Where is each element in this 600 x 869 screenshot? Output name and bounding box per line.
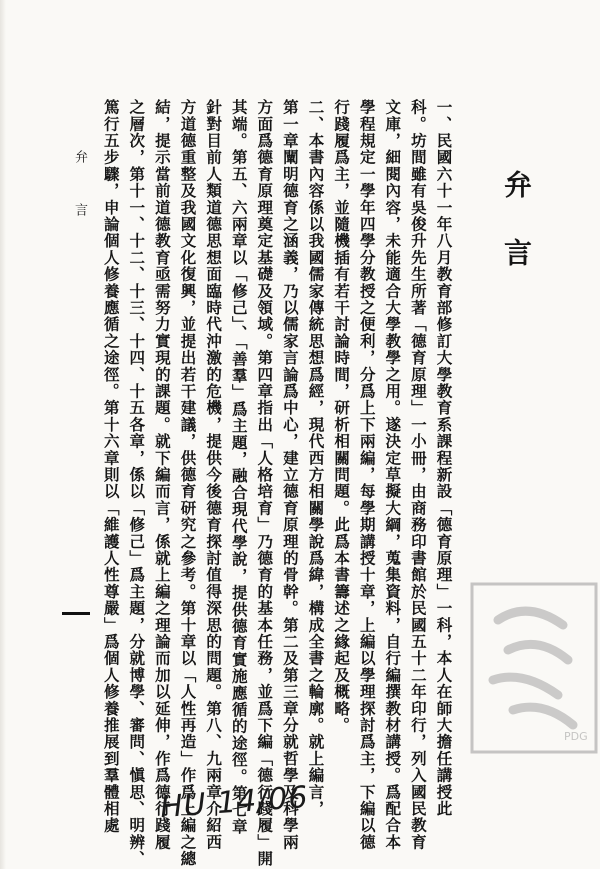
text-column: 其端。第五、六兩章以「修己」、「善羣」爲主題，融合現代學說，提供德育實施應循的途徑。第七章: [229, 99, 249, 835]
scan-edge: [0, 0, 6, 869]
text-column: 篤行五步驟，申論個人修養應循之途徑。第十六章則以「維護人性尊嚴」爲個人修養推展到羣體相處: [101, 99, 121, 834]
text-column: 針對目前人類道德思想面臨時代沖激的危機，提供今後德育探討值得深思的問題。第八、九兩章介紹西: [204, 99, 224, 851]
text-column: 之層次，第十一、十二、十三、十四、十五各章，係以「修己」爲主題，分就博學、審問、愼思、明辨、: [127, 99, 147, 868]
page-number: [62, 612, 90, 615]
text-column: 科。坊間雖有吳俊升先生所著「德育原理」一小冊，由商務印書館於民國五十二年印行，列入國民教育: [408, 99, 428, 851]
text-column: 行踐履爲主，並隨機插有若干討論時間，研析相關問題。此爲本書籌述之緣起及概略。: [332, 99, 352, 734]
library-stamp: [468, 580, 600, 756]
text-column: 第一章闡明德育之涵義，乃以儒家言論爲中心，建立德育原理的骨幹。第二及第三章分就哲學及科學兩: [280, 99, 300, 851]
text-column: 方道德重整及我國文化復興，並提出若干建議，供德育研究之參考。第十章以「人性再造」作爲上編之總: [178, 99, 198, 868]
running-head: 弁言: [72, 150, 87, 256]
text-column: 方面爲德育原理奠定基礎及領域。第四章指出「人格培育」乃德育的基本任務，並爲下編「德行踐履」開: [255, 99, 275, 868]
stamp-text: PDG: [564, 730, 588, 743]
page-title: 弁言: [500, 170, 533, 306]
text-column: 結，提示當前道德教育亟需努力實現的課題。就下編而言，係就上編之理論而加以延伸，作爲德行踐履: [152, 99, 172, 851]
handwritten-note: HU 14/06: [158, 779, 310, 826]
text-column: 文庫，細閱內容，未能適合大學教學之用。遂決定草擬大綱，蒐集資料，自行編撰教材講授。爲配合本: [383, 99, 403, 851]
text-column: 一、民國六十一年八月教育部修訂大學教育系課程新設「德育原理」一科，本人在師大擔任講授此: [434, 99, 454, 818]
text-column: 學程規定一學年四學分教授之便利，分爲上下兩編，每學期講授十章，上編以學理探討爲主，下編以德: [357, 99, 377, 851]
text-column: 二、本書內容係以我國儒家傳統思想爲經，現代西方相關學說爲緯，構成全書之輪廓。就上編言，: [306, 99, 326, 818]
